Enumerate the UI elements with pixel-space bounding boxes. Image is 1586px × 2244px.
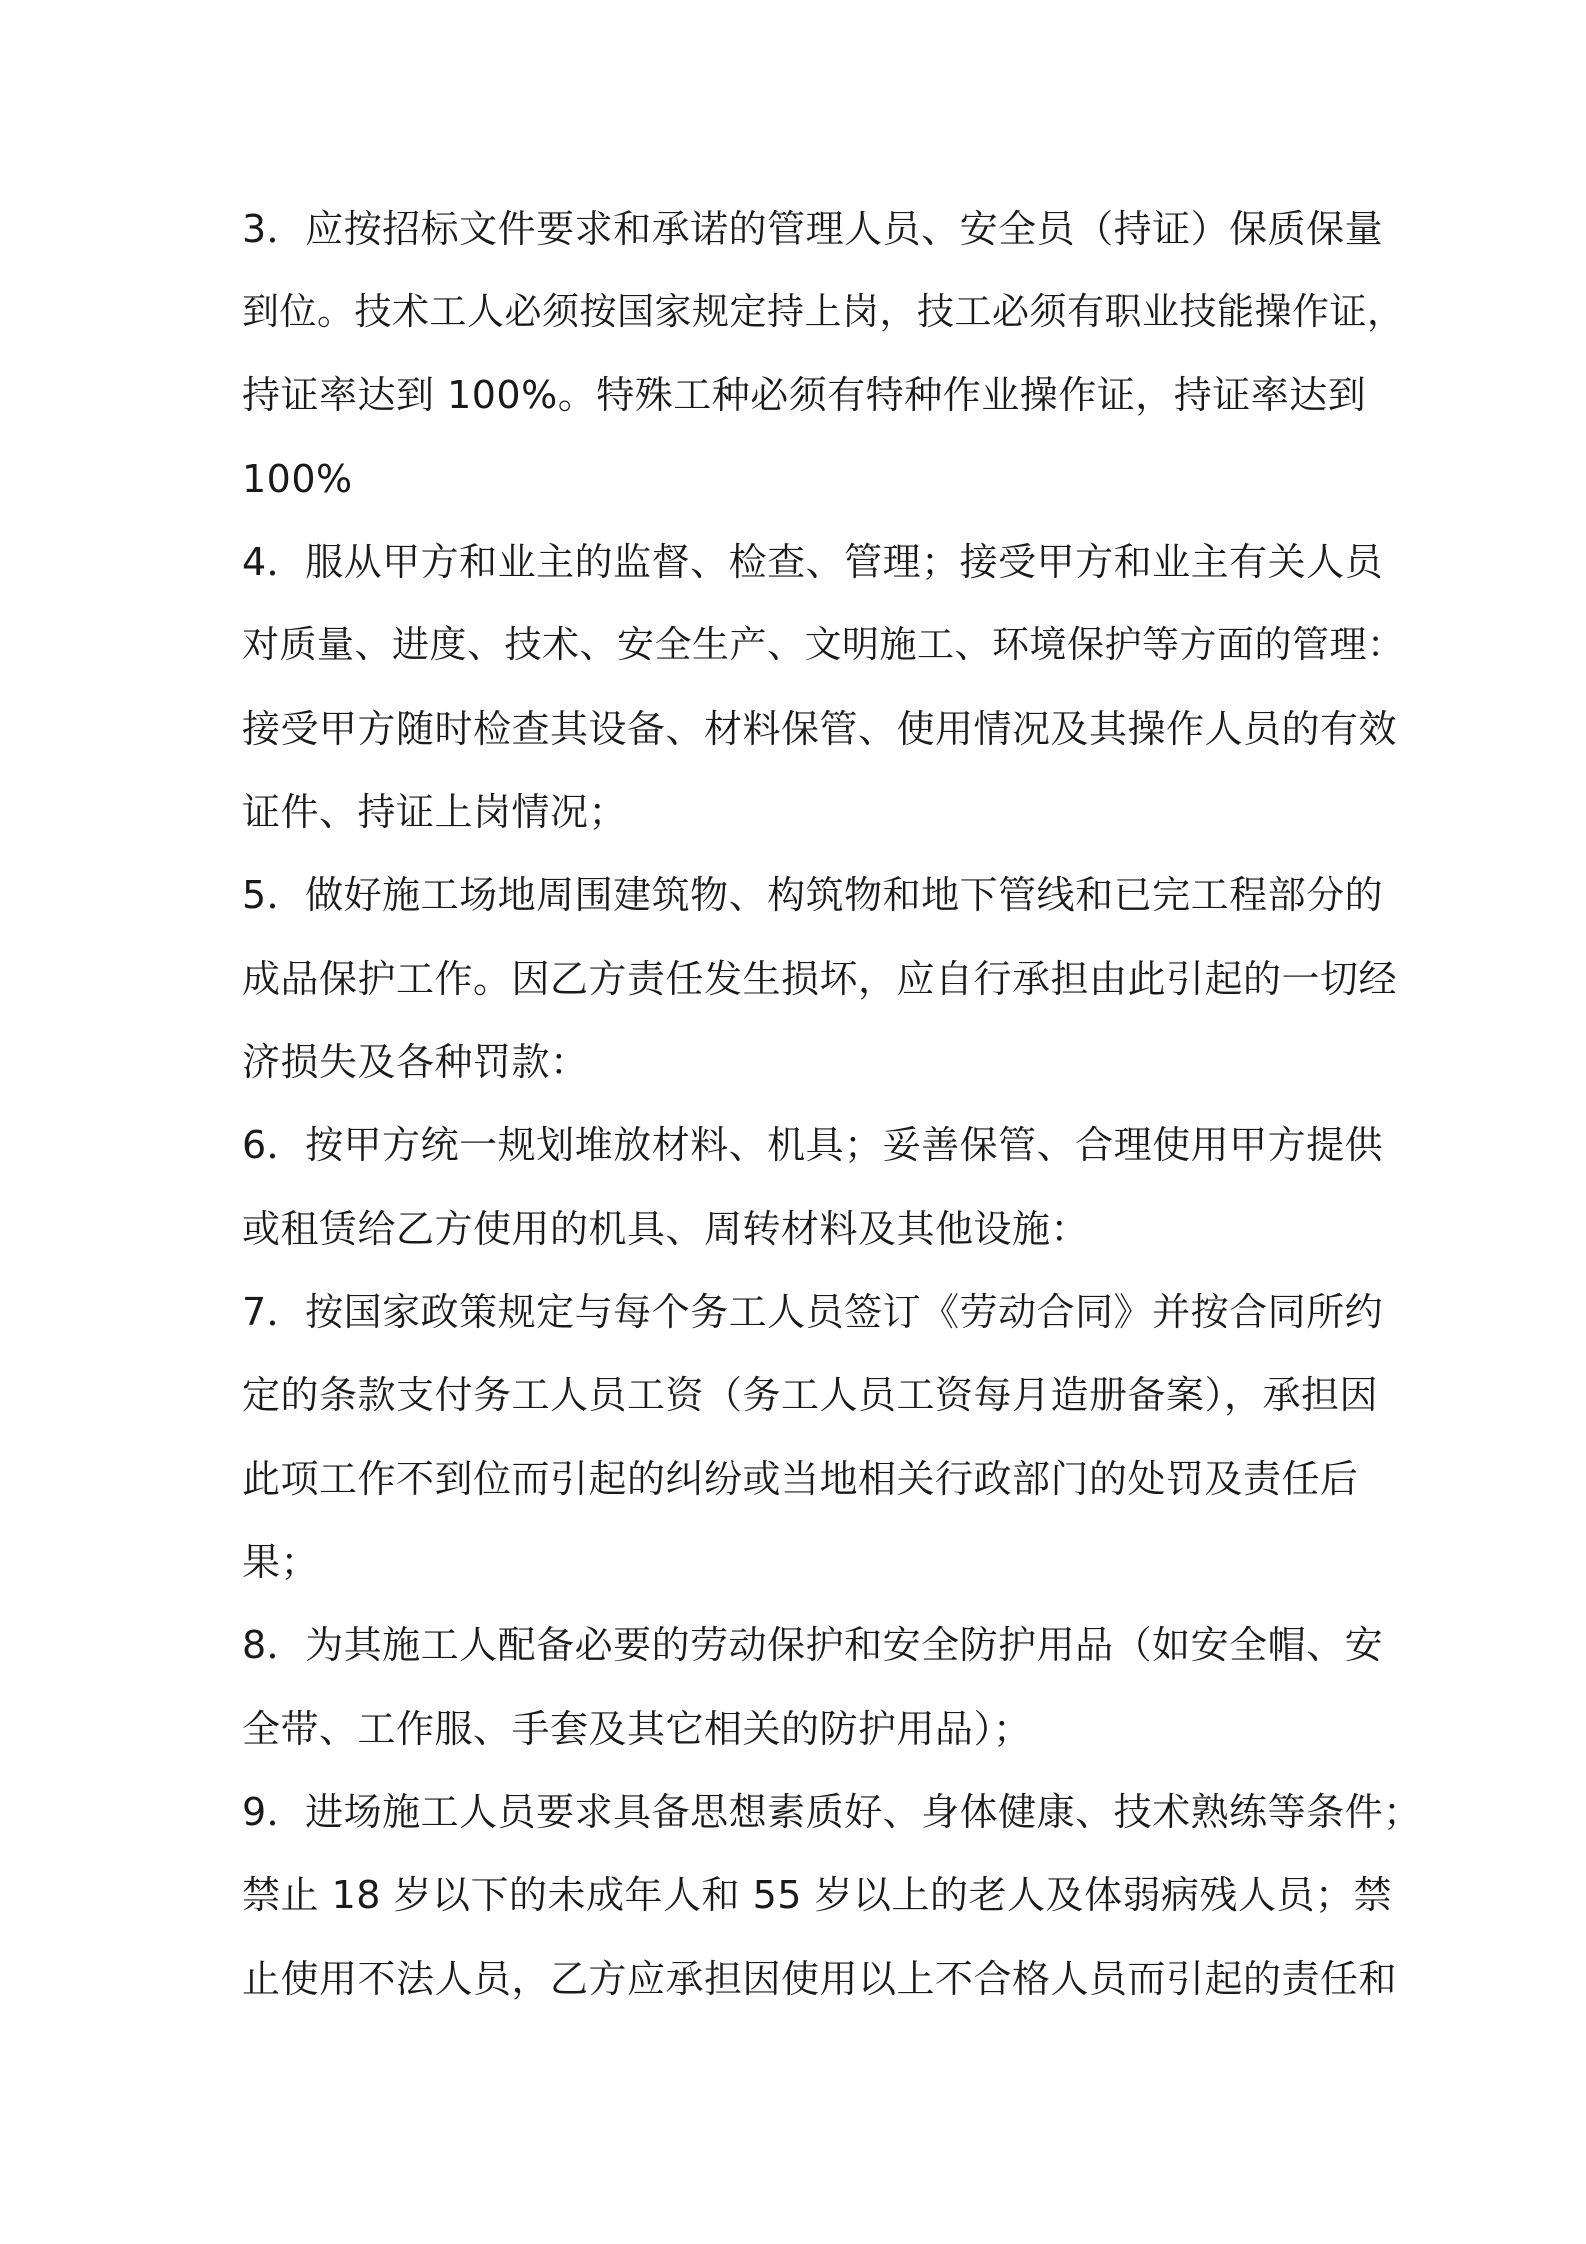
text-line: 5．做好施工场地周围建筑物、构筑物和地下管线和已完工程部分的 (242, 873, 1384, 917)
text-line: 或租赁给乙方使用的机具、周转材料及其他设施： (242, 1207, 1090, 1251)
text-line: 6．按甲方统一规划堆放材料、机具；妥善保管、合理使用甲方提供 (242, 1123, 1384, 1167)
text-line: 止使用不法人员，乙方应承担因使用以上不合格人员而引起的责任和 (242, 1957, 1398, 2001)
text-line: 持证率达到 100%。特殊工种必须有特种作业操作证，持证率达到 (242, 373, 1367, 417)
text-line: 全带、工作服、手套及其它相关的防护用品）； (242, 1707, 1032, 1751)
text-line: 对质量、进度、技术、安全生产、文明施工、环境保护等方面的管理： (242, 623, 1405, 666)
text-line: 禁止 18 岁以下的未成年人和 55 岁以上的老人及体弱病残人员；禁 (242, 1873, 1393, 1917)
text-line: 100% (242, 457, 353, 501)
text-line: 8．为其施工人配备必要的劳动保护和安全防护用品（如安全帽、安 (242, 1623, 1384, 1667)
text-line: 接受甲方随时检查其设备、材料保管、使用情况及其操作人员的有效 (242, 707, 1398, 751)
text-line: 济损失及各种罚款： (242, 1040, 589, 1084)
text-line: 4．服从甲方和业主的监督、检查、管理；接受甲方和业主有关人员 (242, 540, 1384, 584)
text-line: 定的条款支付务工人员工资（务工人员工资每月造册备案），承担因 (242, 1373, 1379, 1417)
text-line: 3．应按招标文件要求和承诺的管理人员、安全员（持证）保质保量 (242, 207, 1384, 251)
text-line: 成品保护工作。因乙方责任发生损坏，应自行承担由此引起的一切经 (242, 957, 1398, 1001)
text-line: 到位。技术工人必须按国家规定持上岗，技工必须有职业技能操作证， (242, 290, 1405, 333)
text-line: 此项工作不到位而引起的纠纷或当地相关行政部门的处罚及责任后 (242, 1457, 1359, 1501)
text-line: 证件、持证上岗情况； (242, 790, 628, 834)
text-line: 果； (242, 1540, 320, 1584)
text-line: 7．按国家政策规定与每个务工人员签订《劳动合同》并按合同所约 (242, 1290, 1384, 1334)
text-line: 9．进场施工人员要求具备思想素质好、身体健康、技术熟练等条件； (242, 1790, 1422, 1834)
